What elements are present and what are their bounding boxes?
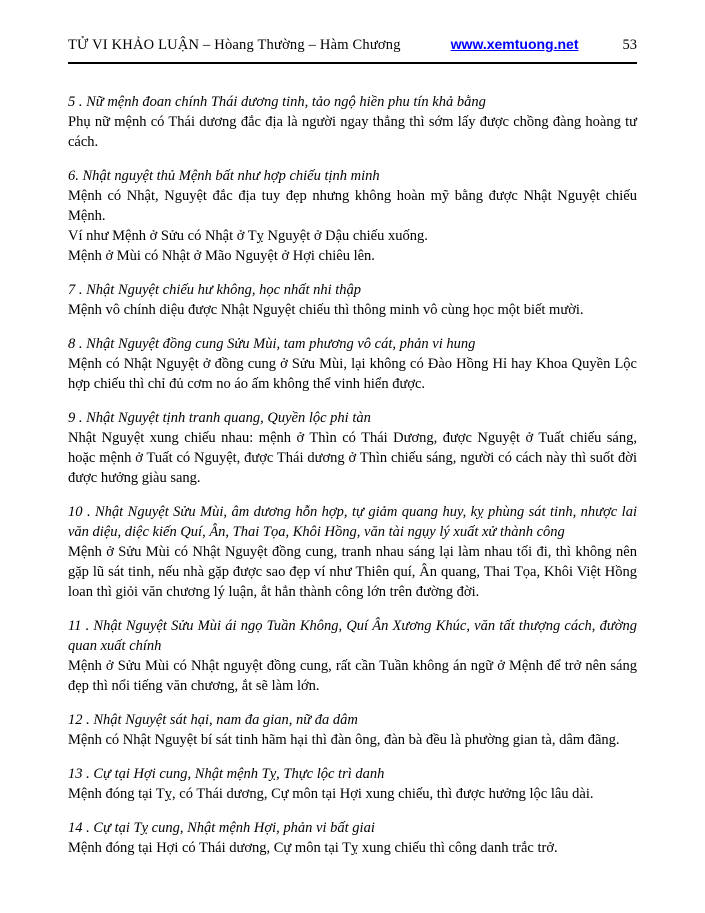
- text-section: [68, 502, 637, 602]
- section-heading: 13 . Cự tại Hợi cung, Nhật mệnh Tỵ, Thực lộc trì danh: [68, 766, 385, 782]
- page-header: [68, 36, 637, 54]
- text-section: [68, 280, 637, 320]
- page-number: 53: [622, 37, 637, 53]
- document-content: [68, 92, 637, 858]
- text-section: [68, 166, 637, 266]
- section-paragraph: Mệnh ở Sửu Mùi có Nhật nguyệt đồng cung, rất cần Tuần không án ngữ ở Mệnh để trở nên sáng đẹp thì nổi tiếng văn chương, ắt sẽ làm lớn.: [68, 658, 637, 694]
- section-paragraph: Mệnh ở Sửu Mùi có Nhật Nguyệt đồng cung, tranh nhau sáng lại làm nhau tối đi, thì không nên gặp lũ sát tinh, nếu nhà gặp được sao đẹp ví như Thiên quí, Ân quang, Thai Tọa, Khôi Việt Hồng loan thì giỏi văn chương lý luận, ắt hẳn thành công lớn trên đường đời.: [68, 544, 637, 600]
- section-paragraph: Phụ nữ mệnh có Thái dương đắc địa là người ngay thẳng thì sớm lấy được chồng đàng hoàng tư cách.: [68, 114, 637, 150]
- section-paragraph: Mệnh có Nhật, Nguyệt đắc địa tuy đẹp nhưng không hoàn mỹ bằng được Nhật Nguyệt chiếu Mệnh.: [68, 188, 637, 224]
- section-paragraph: Mệnh có Nhật Nguyệt bí sát tinh hãm hại thì đàn ông, đàn bà đều là phường gian tà, dâm đãng.: [68, 732, 620, 748]
- header-rule: [68, 62, 637, 64]
- section-heading: 5 . Nữ mệnh đoan chính Thái dương tinh, tảo ngộ hiền phu tín khả bằng: [68, 94, 486, 110]
- section-paragraph: Nhật Nguyệt xung chiếu nhau: mệnh ở Thìn có Thái Dương, được Nguyệt ở Tuất chiếu sáng, hoặc mệnh ở Tuất có Nguyệt, được Thái dương ở Thìn chiếu sáng, người có cách này thì suốt đời được hưởng giàu sang.: [68, 430, 637, 486]
- text-section: [68, 710, 637, 750]
- text-section: [68, 764, 637, 804]
- section-paragraph: Mệnh đóng tại Hợi có Thái dương, Cự môn tại Tỵ xung chiếu thì công danh trắc trở.: [68, 840, 558, 856]
- section-heading: 11 . Nhật Nguyệt Sửu Mùi ái ngọ Tuần Không, Quí Ân Xương Khúc, văn tất thượng cách, đường quan xuất chính: [68, 618, 637, 654]
- text-section: [68, 408, 637, 488]
- section-paragraph: Ví như Mệnh ở Sửu có Nhật ở Tỵ Nguyệt ở Dậu chiếu xuống.: [68, 228, 428, 244]
- section-heading: 10 . Nhật Nguyệt Sửu Mùi, âm dương hỗn hợp, tự giảm quang huy, kỵ phùng sát tinh, nhược lai văn diệu, diệc kiến Quí, Ân, Thai Tọa, Khôi Hồng, văn tài ngụy lý xuất xử thành công: [68, 504, 637, 540]
- header-link[interactable]: www.xemtuong.net: [450, 36, 579, 52]
- section-heading: 6. Nhật nguyệt thủ Mệnh bất như hợp chiếu tịnh minh: [68, 168, 380, 184]
- section-heading: 7 . Nhật Nguyệt chiếu hư không, học nhất nhi thập: [68, 282, 362, 298]
- section-paragraph: Mệnh đóng tại Tỵ, có Thái dương, Cự môn tại Hợi xung chiếu, thì được hưởng lộc lâu dài.: [68, 786, 594, 802]
- section-heading: 8 . Nhật Nguyệt đồng cung Sửu Mùi, tam phương vô cát, phản vi hung: [68, 336, 476, 352]
- section-heading: 14 . Cự tại Tỵ cung, Nhật mệnh Hợi, phản vi bất giai: [68, 820, 375, 836]
- text-section: [68, 334, 637, 394]
- text-section: [68, 818, 637, 858]
- section-paragraph: Mệnh vô chính diệu được Nhật Nguyệt chiếu thì thông minh vô cùng học một biết mười.: [68, 302, 584, 318]
- header-title: TỬ VI KHẢO LUẬN – Hòang Thường – Hàm Chương: [68, 37, 401, 53]
- section-heading: 12 . Nhật Nguyệt sát hại, nam đa gian, nữ đa dâm: [68, 712, 358, 728]
- text-section: [68, 92, 637, 152]
- section-paragraph: Mệnh có Nhật Nguyệt ở đồng cung ở Sửu Mùi, lại không có Đào Hồng Hỉ hay Khoa Quyền Lộc hợp chiếu thì chỉ đủ cơm no áo ấm không thể vinh hiển được.: [68, 356, 637, 392]
- section-paragraph: Mệnh ở Mùi có Nhật ở Mão Nguyệt ở Hợi chiêu lên.: [68, 248, 375, 264]
- text-section: [68, 616, 637, 696]
- section-heading: 9 . Nhật Nguyệt tịnh tranh quang, Quyền lộc phi tàn: [68, 410, 371, 426]
